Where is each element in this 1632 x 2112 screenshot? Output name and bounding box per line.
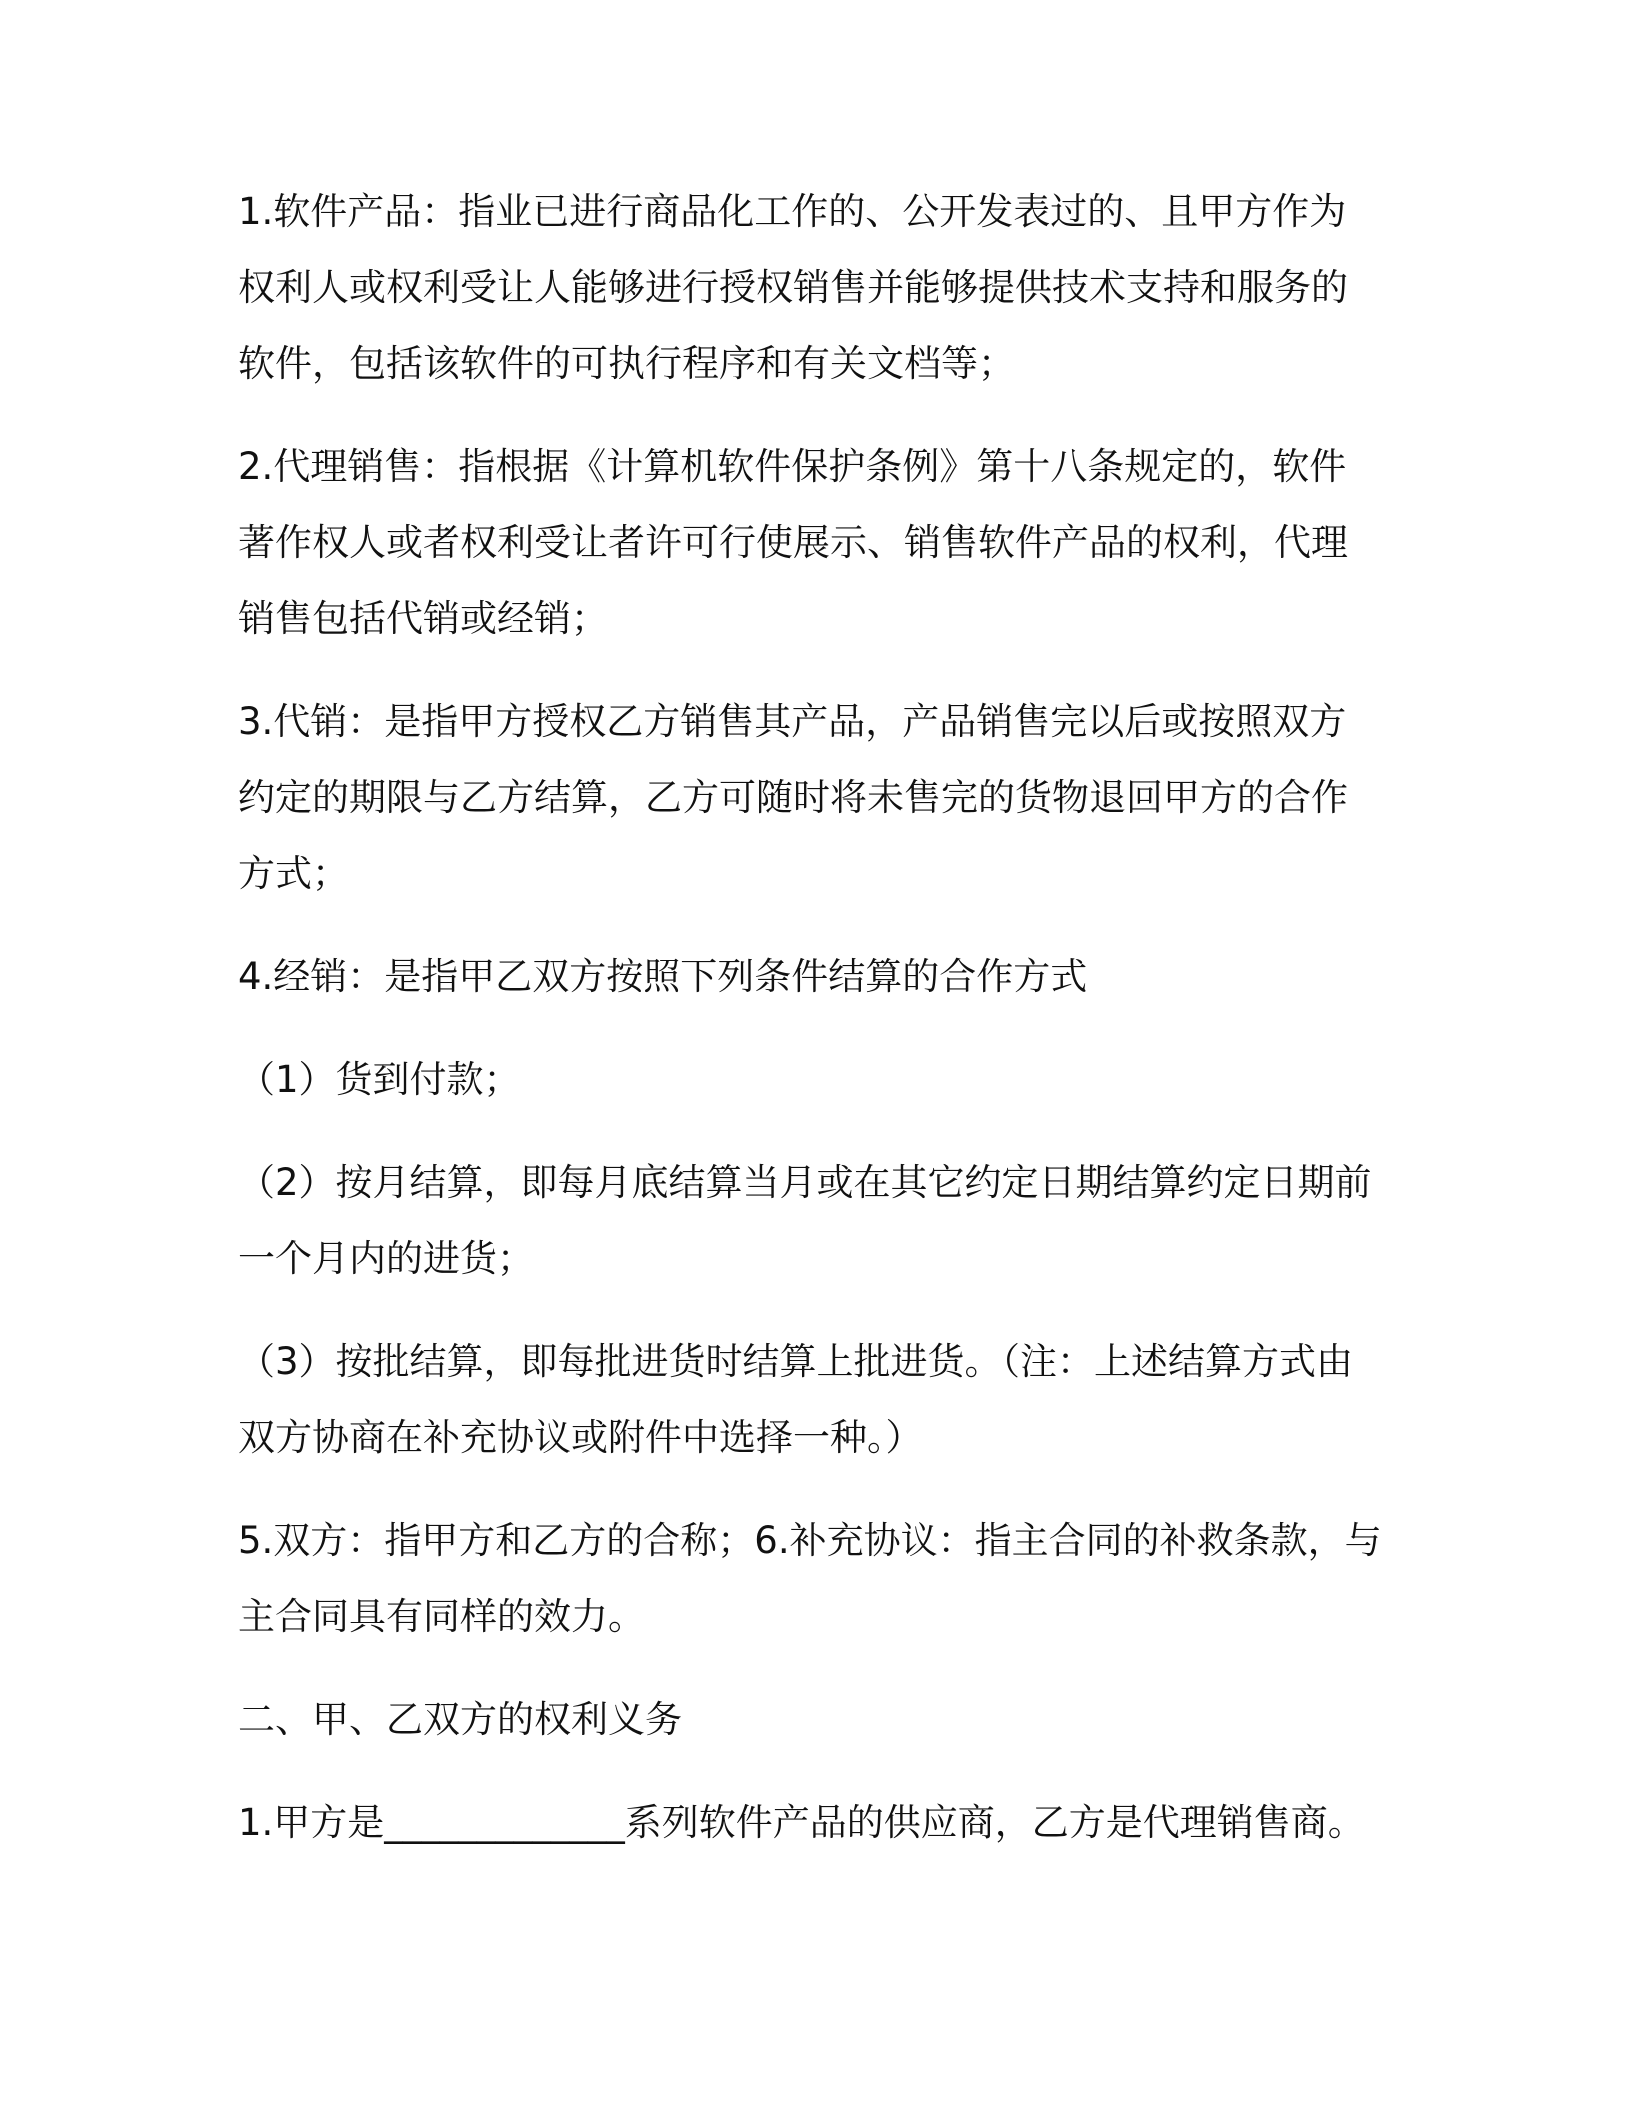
text-line: 约定的期限与乙方结算，乙方可随时将未售完的货物退回甲方的合作 bbox=[238, 776, 1348, 819]
text-line: 销售包括代销或经销； bbox=[238, 597, 608, 640]
definition-agency-sales bbox=[238, 429, 1438, 657]
document-body bbox=[238, 174, 1438, 1888]
settlement-option-3 bbox=[238, 1324, 1438, 1476]
clause-supplier bbox=[238, 1785, 1438, 1861]
text-line: 权利人或权利受让人能够进行授权销售并能够提供技术支持和服务的 bbox=[238, 266, 1348, 309]
section-heading: 二、甲、乙双方的权利义务 bbox=[238, 1698, 682, 1741]
text-line: 双方协商在补充协议或附件中选择一种。） bbox=[238, 1416, 923, 1459]
text-line: 4.经销：是指甲乙双方按照下列条件结算的合作方式 bbox=[238, 955, 1088, 998]
text-line: （3）按批结算，即每批进货时结算上批进货。（注：上述结算方式由 bbox=[238, 1340, 1354, 1383]
definition-parties-supplement bbox=[238, 1503, 1438, 1655]
text-line: 1.软件产品：指业已进行商品化工作的、公开发表过的、且甲方作为 bbox=[238, 190, 1347, 233]
section-heading-rights-obligations bbox=[238, 1682, 1438, 1758]
text-line: 著作权人或者权利受让者许可行使展示、销售软件产品的权利，代理 bbox=[238, 521, 1348, 564]
text-line: 主合同具有同样的效力。 bbox=[238, 1595, 645, 1638]
text-line: 一个月内的进货； bbox=[238, 1237, 534, 1280]
definition-distribution bbox=[238, 939, 1438, 1015]
settlement-option-2 bbox=[238, 1145, 1438, 1297]
text-line: 3.代销：是指甲方授权乙方销售其产品，产品销售完以后或按照双方 bbox=[238, 700, 1347, 743]
settlement-option-1 bbox=[238, 1042, 1438, 1118]
text-line: 软件，包括该软件的可执行程序和有关文档等； bbox=[238, 342, 1015, 385]
text-line: 1.甲方是_____________系列软件产品的供应商，乙方是代理销售商。 bbox=[238, 1801, 1365, 1844]
text-line: （1）货到付款； bbox=[238, 1058, 521, 1101]
definition-software-product bbox=[238, 174, 1438, 402]
text-line: 方式； bbox=[238, 852, 349, 895]
text-line: 2.代理销售：指根据《计算机软件保护条例》第十八条规定的，软件 bbox=[238, 445, 1347, 488]
definition-consignment bbox=[238, 684, 1438, 912]
text-line: 5.双方：指甲方和乙方的合称；6.补充协议：指主合同的补救条款，与 bbox=[238, 1519, 1382, 1562]
text-line: （2）按月结算，即每月底结算当月或在其它约定日期结算约定日期前 bbox=[238, 1161, 1372, 1204]
